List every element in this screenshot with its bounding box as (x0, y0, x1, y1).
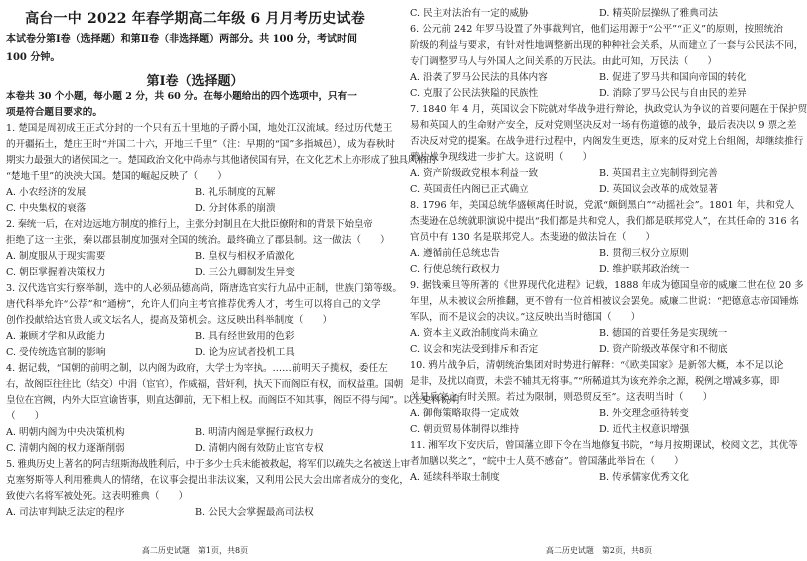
question-stem-line: 2. 秦统一后，在对边远地方制度的推行上，主张分封制且在大批臣僚附和的背景下始皇帝 (6, 219, 373, 230)
question-6 (410, 22, 804, 102)
question-stem-line: 期实力最强大的诸侯国之一。楚国政治文化中尚赤与其他诸侯国有异，在文化艺术上亦形成了独具风格的 (6, 155, 436, 166)
question-5 (6, 457, 410, 521)
option-b[interactable]: B. 英国君主立宪制得到完善 (599, 168, 718, 179)
exam-notice: 本试卷分第Ⅰ卷（选择题）和第Ⅱ卷（非选择题）两部分。共 100 分，考试时间 100 分钟。 (6, 34, 357, 63)
option-row (6, 265, 384, 281)
option-row (410, 166, 788, 182)
option-d[interactable]: D. 清朝内阁有效防止宦官专权 (195, 443, 324, 454)
option-a[interactable]: A. 制度服从于现实需要 (6, 251, 106, 262)
option-b[interactable]: B. 公民大会掌握最高司法权 (195, 507, 314, 518)
option-row (410, 70, 788, 86)
question-stem-line: 拒绝了这一主张，秦以郡县制度加强对全国的统治。最终确立了郡县制。这一做法（ ） (6, 235, 390, 246)
option-b[interactable]: B. 具有经世致用的色彩 (195, 331, 295, 342)
question-11 (410, 438, 798, 486)
option-row (6, 329, 384, 345)
option-d[interactable]: D. 近代主权意识增强 (599, 424, 690, 435)
option-a[interactable]: A. 沿袭了罗马公民法的具体内容 (410, 72, 548, 83)
option-row (6, 345, 384, 361)
option-a[interactable]: A. 遵循前任总统忠告 (410, 248, 500, 259)
question-stem-line: 是非，及扰以商贾，未尝不辅其无将事。”“所稀道其为该充养余之源，税例之增减多寡，即 (410, 376, 779, 387)
option-row (6, 185, 384, 201)
option-c[interactable]: C. 行使总统行政权力 (410, 264, 500, 275)
option-row (410, 262, 788, 278)
question-stem-line: 否决反对党的提案。在战争进行过程中，内阁发生更迭，原来的反对党上台组阁，却继续推行 (410, 136, 804, 147)
option-d[interactable]: D. 三公九卿制发生异变 (195, 267, 295, 278)
question-10 (410, 358, 788, 438)
question-stem-line: 官员中有 130 名是联邦党人。杰斐逊的做法旨在（ ） (410, 232, 656, 243)
option-row (410, 342, 788, 358)
question-stem-line: 皇位在宫阙，内外大臣宣谕皆事，则直达御前，无下相上权。而阁臣不知其事，阁臣不得与闻”。以上史料说明 (6, 395, 460, 406)
question-stem-line: 专门调整罗马人与外国人之间关系的万民法。由此可知，万民法（ ） (410, 56, 717, 67)
option-d[interactable]: D. 分封体系的崩溃 (195, 203, 276, 214)
question-stem-line: 致使六名将军被处死。这表明雅典（ ） (6, 491, 189, 502)
question-1 (6, 121, 436, 217)
option-c[interactable]: C. 清朝内阁的权力逐渐削弱 (6, 443, 125, 454)
option-a[interactable]: A. 资产阶级政党根本利益一致 (410, 168, 539, 179)
option-a[interactable]: A. 兼顾才学和从政能力 (6, 331, 106, 342)
option-row (6, 505, 384, 521)
option-b[interactable]: B. 促进了罗马共和国向帝国的转化 (599, 72, 747, 83)
question-2 (6, 217, 390, 281)
option-b[interactable]: B. 礼乐制度的瓦解 (195, 187, 276, 198)
option-a[interactable]: A. 资本主义政治制度尚未确立 (410, 328, 539, 339)
option-a[interactable]: A. 司法审判缺乏法定的程序 (6, 507, 125, 518)
option-b[interactable]: B. 贯彻三权分立原则 (599, 248, 689, 259)
option-row (410, 182, 788, 198)
question-4 (6, 361, 460, 457)
option-row (410, 422, 788, 438)
question-stem-line: 者加膳以奖之”，“皖中士人莫不感奋”。曾国藩此举旨在（ ） (410, 456, 684, 467)
option-a[interactable]: A. 延续科举取士制度 (410, 472, 500, 483)
option-a[interactable]: A. 小农经济的发展 (6, 187, 87, 198)
question-stem-line: 4. 据记载，“国朝的前明之制，以内阁为政府，大学士为宰执。……前明天子揽权，委任左 (6, 363, 388, 374)
option-c[interactable]: C. 英国责任内阁已正式确立 (410, 184, 529, 195)
instructions-line: 项是符合题目要求的。 (6, 107, 102, 118)
option-row (6, 441, 384, 457)
question-stem-line: 唐代科举允许“公荐”和“通榜”，允许人们向主考官推荐优秀人才，考生可以将自己的文学 (6, 299, 381, 310)
option-row (410, 470, 788, 486)
option-c[interactable]: C. 朝臣掌握着决策权力 (6, 267, 106, 278)
question-stem-line: “楚地千里”的泱泱大国。楚国的崛起反映了（ ） (6, 171, 227, 182)
option-b[interactable]: B. 传承儒家优秀文化 (599, 472, 689, 483)
exam-title: 高台一中 2022 年春学期高二年级 6 月月考历史试卷 (25, 11, 365, 27)
question-stem-line: 克塞努斯等人利用雅典人的情绪，在议事会提出非法议案，又利用公民大会出席者成分的变化， (6, 475, 409, 486)
option-c[interactable]: C. 议会和宪法受到排斥和否定 (410, 344, 539, 355)
instructions-line: 本卷共 30 个小题，每小题 2 分，共 60 分。在每小题给出的四个选项中，只有一 (6, 91, 357, 102)
option-row (410, 6, 788, 22)
option-row (410, 406, 788, 422)
page-footer: 高二历史试题 第1页，共8页 (141, 546, 249, 555)
question-stem-line: 7. 1840 年 4 月，英国议会下院就对华战争进行辩论，执政党认为争议的首要问题在于保护贸 (410, 104, 807, 115)
question-stem-line: 11. 湘军攻下安庆后，曾国藩立即下令在当地修复书院，“每月按期课试，校阅文艺，其优等 (410, 440, 798, 451)
question-stem-line: 军队，而不是议会的决议。”这反映出当时德国（ ） (410, 312, 641, 323)
question-stem-line: 的开疆拓土，楚庄王时“并国二十六，开地三千里”（注：早期的“国”多指城邑），成为春秋时 (6, 139, 395, 150)
question-stem-line: 1. 楚国是周初成王正式分封的一个只有五十里地的子爵小国，地处江汉流域。经过历代楚王 (6, 123, 393, 134)
option-c[interactable]: C. 受传统选官制的影响 (6, 347, 106, 358)
option-b[interactable]: B. 皇权与相权矛盾激化 (195, 251, 295, 262)
option-row (410, 246, 788, 262)
question-stem-line: 创作投献给达官贵人或文坛名人，提高及第机会。这反映出科举制度（ ） (6, 315, 333, 326)
option-row (6, 201, 384, 217)
option-c[interactable]: C. 克服了公民法狭隘的民族性 (410, 88, 539, 99)
option-b[interactable]: B. 德国的首要任务是实现统一 (599, 328, 728, 339)
option-row (410, 86, 788, 102)
question-8 (410, 198, 800, 278)
option-b[interactable]: B. 明清内阁是掌握行政权力 (195, 427, 314, 438)
page-footer: 高二历史试题 第2页，共8页 (545, 546, 653, 555)
question-stem-line: 杰斐逊在总统就职演说中提出“我们都是共和党人，我们都是联邦党人”，在其任命的 316 名 (410, 216, 800, 227)
option-d[interactable]: D. 消除了罗马公民与自由民的差异 (599, 88, 747, 99)
option-c[interactable]: C. 朝贡贸易体制得以维持 (410, 424, 520, 435)
question-stem-line: 鸦片战争现线进一步扩大。这说明（ ） (410, 152, 593, 163)
option-d[interactable]: D. 精英阶层操纵了雅典司法 (599, 8, 718, 19)
option-d[interactable]: D. 资产阶级改革保守和不彻底 (599, 344, 728, 355)
question-stem-line: 关是兵家之有时关照。若过为限制，则恐贸反至”。这表明当时（ ） (410, 392, 713, 403)
option-d[interactable]: D. 论为应试者投机工具 (195, 347, 295, 358)
question-stem-line: 年里，从未被议会所推翻，更不曾有一位首相被议会罢免。威廉二世说：“把德意志帝国锤炼 (410, 296, 799, 307)
question-stem-line: 易和英国人的生命财产安全，反对党则坚决反对一场有伤道德的战争，最后表决以 9 票之差 (410, 120, 797, 131)
option-row (410, 326, 788, 342)
option-c[interactable]: C. 民主对法治有一定的威胁 (410, 8, 529, 19)
option-row (6, 249, 384, 265)
right-page (410, 0, 807, 561)
question-stem-line: 右，故阁臣往往比（结交）中涓（宦官），作威福，营奸利，执天下而阁臣有权，而权益重。国朝 (6, 379, 403, 390)
question-stem-line: 10. 鸦片战争后，清朝统治集团对时势进行解释：“《欧美国家》是新邻大概，本不足以论 (410, 360, 784, 371)
question-stem-line: 8. 1796 年，美国总统华盛顿离任时说，党派“颇倒黑白”“动摇社会”。1801 年，共和党人 (410, 200, 795, 211)
option-d[interactable]: D. 英国议会改革的成效显著 (599, 184, 718, 195)
question-stem-line: 5. 雅典历史上著名的阿吉纽斯海战胜利后，中于多少士兵未能被救起，将军们以疏失之名被送上审 (6, 459, 410, 470)
section-title: 第Ⅰ卷（选择题） (146, 74, 244, 89)
question-3 (6, 281, 402, 361)
option-c[interactable]: C. 中央集权的衰落 (6, 203, 87, 214)
question-stem-line: 6. 公元前 242 年罗马设置了外事裁判官，他们运用源于“公平”“正义”的原则，按照统治 (410, 24, 783, 35)
question-9 (410, 278, 804, 358)
question-stem-line: 3. 汉代选官实行察举制，选中的人必须品德高尚，隋唐选官实行九品中正制，世族门第等级。 (6, 283, 402, 294)
option-a[interactable]: A. 明朝内阁为中央决策机构 (6, 427, 125, 438)
question-7 (410, 102, 807, 198)
question-stem-line: 9. 据钱乘旦等所著的《世界现代化进程》记载，1888 年成为德国皇帝的威廉二世在位 20 多 (410, 280, 804, 291)
question-stem-line: 阶级的利益与要求，有针对性地调整新出现的种种社会关系，从而建立了一套与公民法不同， (410, 40, 804, 51)
option-row (6, 425, 384, 441)
option-a[interactable]: A. 御侮策略取得一定成效 (410, 408, 519, 419)
option-b[interactable]: B. 外交理念亟待转变 (599, 408, 689, 419)
question-stem-line: （ ） (6, 411, 45, 422)
option-d[interactable]: D. 维护联邦政治统一 (599, 264, 690, 275)
